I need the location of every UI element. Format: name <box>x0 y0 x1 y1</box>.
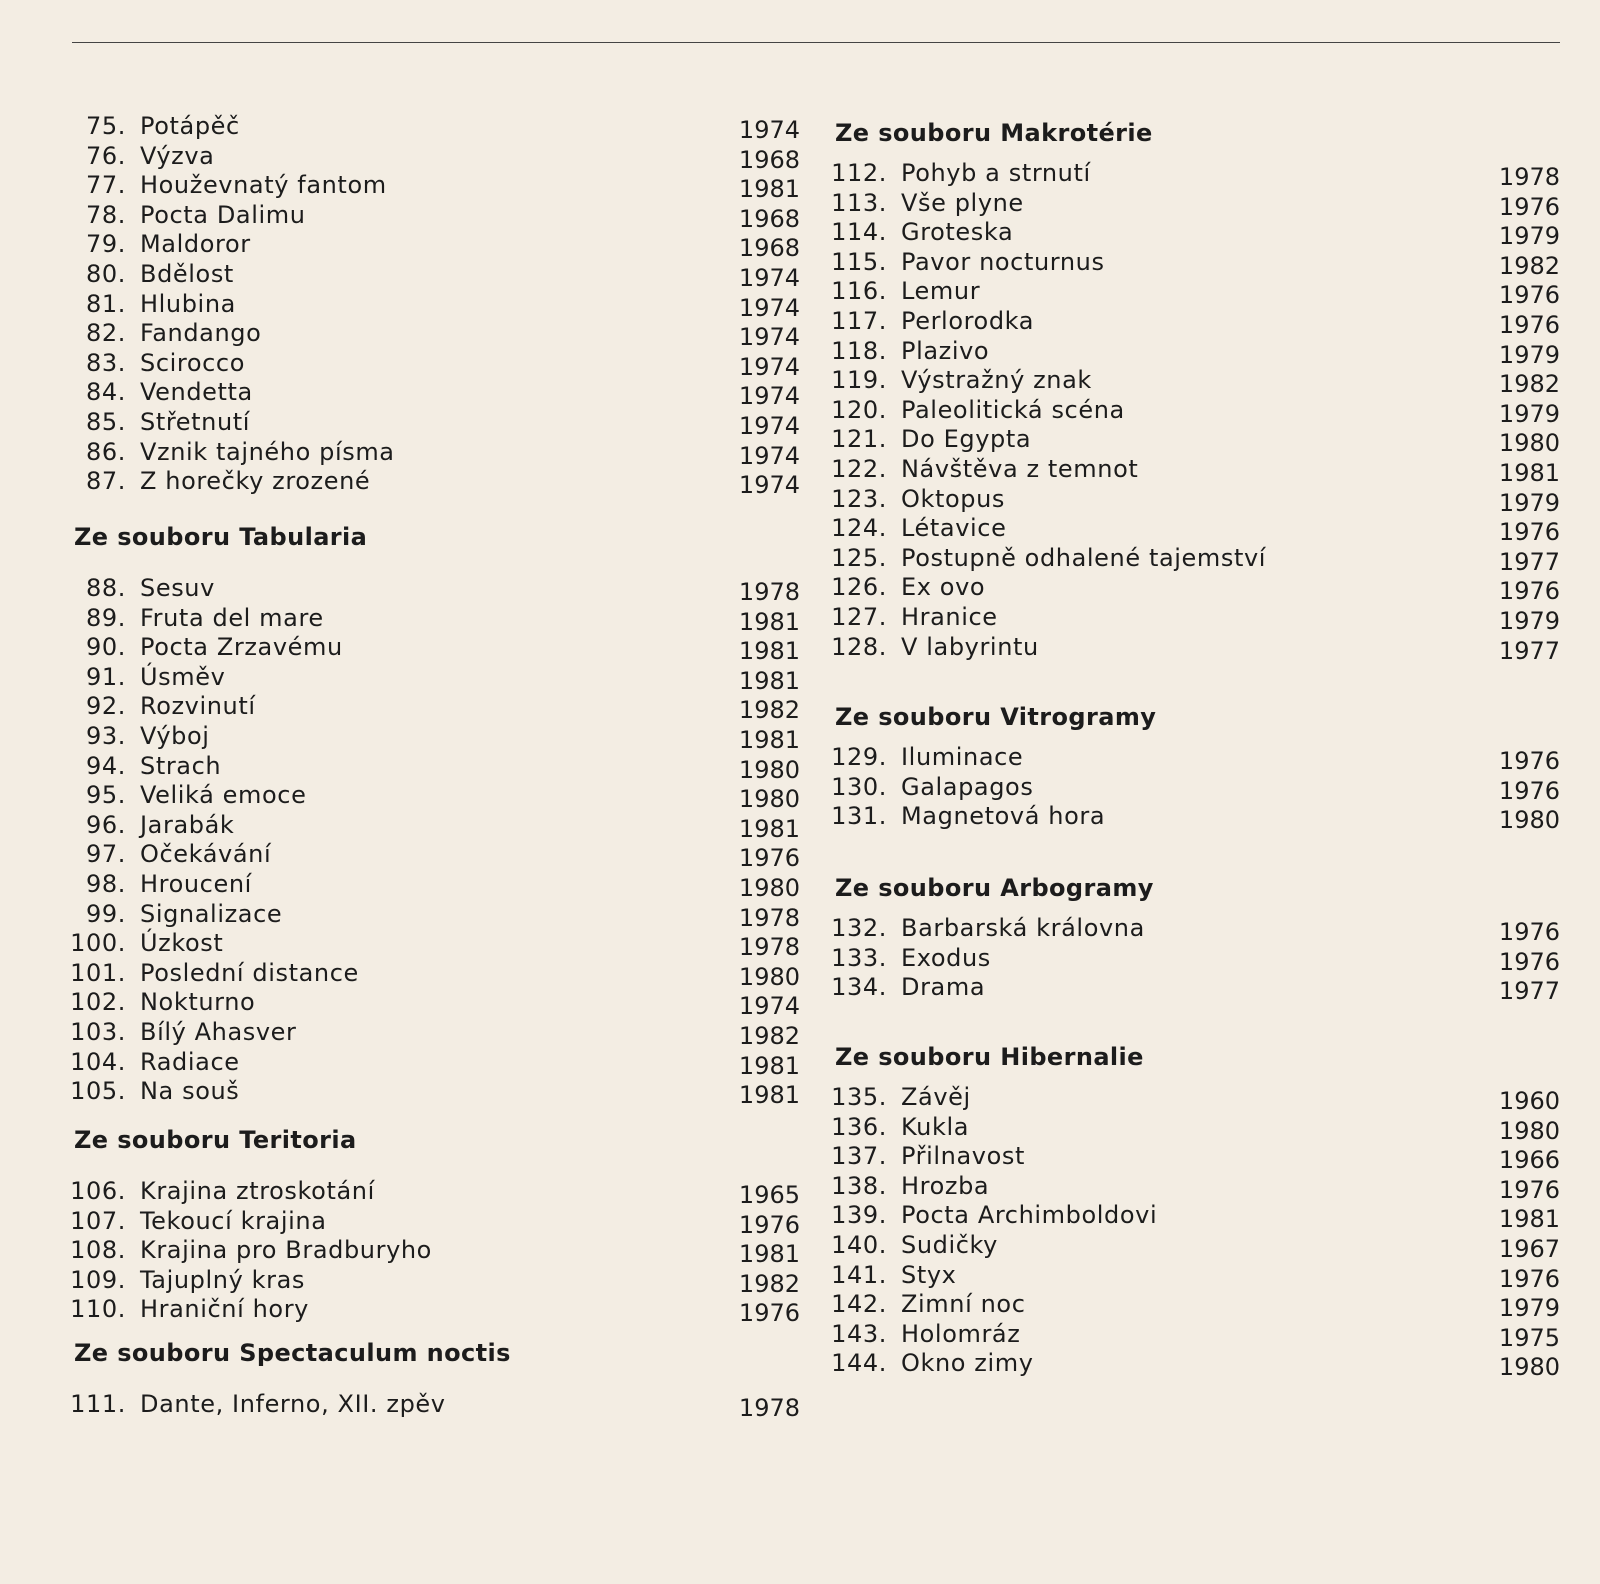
item-year: 1974 <box>738 471 800 500</box>
item-year: 1981 <box>738 1051 800 1080</box>
item-year: 1979 <box>1498 488 1560 517</box>
list-item <box>74 780 800 814</box>
item-number: 123. <box>831 484 887 513</box>
item-number: 144. <box>831 1349 887 1378</box>
list-item <box>74 839 800 873</box>
item-year: 1977 <box>1498 636 1560 665</box>
list-item <box>70 958 800 991</box>
item-year: 1981 <box>738 175 800 204</box>
item-year: 1974 <box>738 293 800 322</box>
item-number: 116. <box>831 277 887 306</box>
item-number: 86. <box>86 437 126 466</box>
item-number: 112. <box>831 159 887 187</box>
item-number: 84. <box>86 378 126 407</box>
item-number: 99. <box>86 899 126 928</box>
item-year: 1980 <box>1498 429 1560 458</box>
item-year: 1976 <box>738 1210 800 1239</box>
item-number: 76. <box>86 141 126 170</box>
list-item <box>831 1171 1560 1204</box>
item-title: Magnetová hora <box>901 802 1106 831</box>
list-item <box>70 1265 800 1298</box>
item-title: Strach <box>140 751 222 780</box>
item-title: Hranice <box>901 603 998 631</box>
item-number: 117. <box>831 307 887 335</box>
item-year: 1980 <box>738 874 800 902</box>
list-item <box>70 1235 800 1269</box>
section-heading-teritoria: Ze souboru Teritoria <box>74 1126 357 1154</box>
item-title: Hroucení <box>140 870 252 898</box>
item-title: Pocta Zrzavému <box>140 633 343 662</box>
item-number: 107. <box>70 1206 126 1235</box>
list-item <box>831 1141 1560 1175</box>
list-item <box>831 365 1560 399</box>
item-number: 102. <box>70 988 126 1017</box>
list-item <box>831 424 1560 458</box>
item-title: Radiace <box>140 1047 240 1076</box>
item-number: 142. <box>831 1290 887 1319</box>
item-year: 1976 <box>738 844 800 873</box>
item-title: Tekoucí krajina <box>140 1206 327 1235</box>
item-year: 1978 <box>1498 163 1560 191</box>
item-title: Vše plyne <box>901 188 1024 217</box>
list-item <box>74 111 800 144</box>
item-number: 97. <box>86 840 126 869</box>
item-title: Návštěva z temnot <box>901 455 1139 483</box>
item-year: 1968 <box>738 204 800 233</box>
list-item <box>831 1082 1560 1115</box>
item-title: Závěj <box>901 1083 971 1111</box>
list-item <box>74 466 800 500</box>
list-item <box>831 572 1560 606</box>
list-item <box>831 395 1560 428</box>
list-item <box>70 1294 800 1328</box>
item-number: 111. <box>70 1390 126 1418</box>
section-heading-vitrogramy: Ze souboru Vitrogramy <box>835 703 1157 731</box>
list-item <box>831 1200 1560 1234</box>
item-number: 129. <box>831 743 887 771</box>
list-item <box>831 188 1560 221</box>
list-item <box>70 1017 800 1050</box>
item-title: Přilnavost <box>901 1142 1025 1171</box>
item-title: Lemur <box>901 277 981 306</box>
item-year: 1979 <box>1498 222 1560 251</box>
item-year: 1981 <box>738 814 800 843</box>
item-year: 1980 <box>738 755 800 784</box>
list-item <box>74 141 800 174</box>
item-title: Bdělost <box>140 260 234 288</box>
item-title: Pavor nocturnus <box>901 247 1105 276</box>
item-number: 96. <box>86 810 126 839</box>
item-number: 140. <box>831 1231 887 1259</box>
item-number: 133. <box>831 943 887 972</box>
list-item <box>831 484 1560 517</box>
item-title: Úsměv <box>140 662 226 691</box>
list-item <box>74 603 800 636</box>
item-number: 82. <box>86 319 126 348</box>
item-title: Krajina ztroskotání <box>140 1177 375 1205</box>
item-number: 85. <box>86 408 126 436</box>
item-title: Styx <box>901 1260 957 1289</box>
item-year: 1979 <box>1498 1294 1560 1323</box>
item-number: 83. <box>86 348 126 377</box>
item-title: Holomráz <box>901 1319 1021 1348</box>
list-item <box>831 943 1560 976</box>
item-year: 1980 <box>738 962 800 991</box>
item-title: Výstražný znak <box>901 366 1092 395</box>
item-year: 1981 <box>738 637 800 666</box>
item-title: Hraniční hory <box>140 1295 309 1324</box>
section-heading-arbogramy: Ze souboru Arbogramy <box>835 874 1154 902</box>
item-year: 1979 <box>1498 399 1560 428</box>
item-title: Očekávání <box>140 840 272 869</box>
item-year: 1976 <box>1498 776 1560 805</box>
item-year: 1976 <box>1498 192 1560 221</box>
item-title: Hrozba <box>901 1171 990 1200</box>
list-item <box>74 662 800 695</box>
item-year: 1967 <box>1498 1235 1560 1263</box>
item-number: 94. <box>86 751 126 780</box>
item-title: Scirocco <box>140 348 245 377</box>
item-number: 77. <box>86 171 126 200</box>
item-title: Tajuplný kras <box>140 1265 305 1294</box>
item-title: Veliká emoce <box>140 781 307 810</box>
item-title: V labyrintu <box>901 632 1039 661</box>
item-number: 135. <box>831 1083 887 1111</box>
top-rule <box>72 42 1560 43</box>
item-year: 1980 <box>1498 1116 1560 1145</box>
item-year: 1981 <box>738 607 800 636</box>
list-item <box>831 632 1560 665</box>
item-title: Paleolitická scéna <box>901 395 1125 424</box>
list-item <box>74 573 800 606</box>
item-year: 1976 <box>1498 947 1560 976</box>
item-number: 79. <box>86 230 126 259</box>
list-item <box>831 1112 1560 1145</box>
item-year: 1982 <box>738 1022 800 1050</box>
item-title: Dante, Inferno, XII. zpěv <box>140 1390 446 1418</box>
item-number: 110. <box>70 1295 126 1324</box>
item-year: 1974 <box>738 323 800 352</box>
item-year: 1978 <box>738 1394 800 1422</box>
list-item <box>74 899 800 932</box>
item-year: 1982 <box>1498 251 1560 280</box>
item-title: Výboj <box>140 722 210 750</box>
item-title: Hlubina <box>140 289 236 318</box>
item-year: 1966 <box>1498 1146 1560 1175</box>
item-year: 1976 <box>1498 1175 1560 1204</box>
item-year: 1977 <box>1498 977 1560 1006</box>
section-heading-tabularia: Ze souboru Tabularia <box>74 523 368 551</box>
item-number: 126. <box>831 573 887 602</box>
item-number: 124. <box>831 514 887 543</box>
item-year: 1975 <box>1498 1323 1560 1352</box>
item-title: Jarabák <box>140 810 235 839</box>
list-item <box>831 454 1560 487</box>
section-heading-hibernalie: Ze souboru Hibernalie <box>835 1043 1144 1071</box>
item-number: 105. <box>70 1077 126 1106</box>
item-number: 122. <box>831 455 887 483</box>
item-title: Nokturno <box>140 988 256 1017</box>
list-item <box>74 377 800 411</box>
item-number: 109. <box>70 1265 126 1294</box>
item-year: 1976 <box>1498 577 1560 606</box>
item-number: 143. <box>831 1319 887 1348</box>
item-year: 1976 <box>1498 311 1560 339</box>
list-item <box>70 928 800 962</box>
item-year: 1974 <box>738 382 800 411</box>
item-number: 127. <box>831 603 887 631</box>
list-item <box>831 1348 1560 1382</box>
item-year: 1965 <box>738 1181 800 1209</box>
item-year: 1980 <box>1498 806 1560 835</box>
item-number: 101. <box>70 958 126 987</box>
item-year: 1976 <box>1498 1264 1560 1293</box>
item-year: 1981 <box>738 666 800 695</box>
item-number: 78. <box>86 200 126 229</box>
item-number: 121. <box>831 425 887 454</box>
item-number: 81. <box>86 289 126 318</box>
list-item <box>831 1260 1560 1293</box>
item-title: Pohyb a strnutí <box>901 159 1091 187</box>
item-title: Barbarská královna <box>901 914 1145 942</box>
item-year: 1982 <box>738 1269 800 1298</box>
item-title: Sesuv <box>140 574 215 602</box>
list-item <box>831 742 1560 775</box>
list-item <box>831 158 1560 191</box>
item-number: 98. <box>86 870 126 898</box>
item-title: Krajina pro Bradburyho <box>140 1236 432 1265</box>
item-number: 132. <box>831 914 887 942</box>
item-year: 1960 <box>1498 1087 1560 1115</box>
list-item <box>74 348 800 381</box>
item-number: 90. <box>86 633 126 662</box>
item-title: Plazivo <box>901 336 990 365</box>
list-item <box>74 170 800 204</box>
item-title: Na souš <box>140 1077 240 1106</box>
item-year: 1980 <box>1498 1353 1560 1382</box>
item-year: 1976 <box>738 1299 800 1328</box>
item-title: Z horečky zrozené <box>140 467 371 496</box>
item-title: Vendetta <box>140 378 253 407</box>
item-number: 120. <box>831 395 887 424</box>
item-number: 118. <box>831 336 887 365</box>
item-year: 1982 <box>738 696 800 725</box>
item-title: Okno zimy <box>901 1349 1034 1378</box>
list-item <box>831 1230 1560 1263</box>
item-number: 125. <box>831 543 887 572</box>
item-year: 1980 <box>738 785 800 814</box>
item-year: 1981 <box>1498 459 1560 487</box>
list-item <box>74 437 800 470</box>
list-item <box>74 869 800 902</box>
list-item <box>70 1206 800 1239</box>
list-item <box>831 602 1560 635</box>
item-number: 108. <box>70 1236 126 1265</box>
item-title: Do Egypta <box>901 425 1032 454</box>
item-year: 1974 <box>738 992 800 1021</box>
item-title: Postupně odhalené tajemství <box>901 543 1267 572</box>
item-year: 1974 <box>738 352 800 381</box>
list-item <box>831 306 1560 339</box>
item-title: Iluminace <box>901 743 1024 771</box>
item-title: Houževnatý fantom <box>140 171 387 200</box>
item-title: Kukla <box>901 1112 970 1141</box>
item-year: 1981 <box>738 1081 800 1110</box>
item-title: Oktopus <box>901 484 1006 513</box>
list-item <box>74 407 800 440</box>
item-title: Pocta Dalimu <box>140 200 306 229</box>
item-year: 1976 <box>1498 281 1560 310</box>
item-number: 106. <box>70 1177 126 1205</box>
list-item <box>831 772 1560 805</box>
item-year: 1976 <box>1498 918 1560 946</box>
list-item <box>831 336 1560 369</box>
item-year: 1979 <box>1498 340 1560 369</box>
item-number: 131. <box>831 802 887 831</box>
item-title: Galapagos <box>901 772 1034 801</box>
list-item <box>831 972 1560 1006</box>
item-title: Střetnutí <box>140 408 251 436</box>
list-item <box>70 1047 800 1080</box>
item-year: 1979 <box>1498 607 1560 635</box>
list-item <box>74 229 800 263</box>
item-title: Vznik tajného písma <box>140 437 395 466</box>
item-title: Fandango <box>140 319 262 348</box>
item-number: 89. <box>86 603 126 632</box>
list-item <box>831 1289 1560 1323</box>
list-item <box>831 913 1560 946</box>
item-number: 93. <box>86 722 126 750</box>
item-year: 1981 <box>738 726 800 754</box>
item-year: 1977 <box>1498 547 1560 576</box>
item-number: 88. <box>86 574 126 602</box>
item-number: 141. <box>831 1260 887 1289</box>
item-year: 1982 <box>1498 370 1560 399</box>
item-year: 1968 <box>738 234 800 263</box>
item-year: 1981 <box>1498 1205 1560 1234</box>
item-title: Poslední distance <box>140 958 359 987</box>
item-year: 1974 <box>738 441 800 470</box>
item-number: 115. <box>831 247 887 276</box>
item-title: Úzkost <box>140 929 224 958</box>
list-item <box>831 247 1560 280</box>
item-number: 91. <box>86 662 126 691</box>
item-number: 128. <box>831 632 887 661</box>
list-item <box>74 721 800 754</box>
item-year: 1978 <box>738 933 800 962</box>
item-year: 1978 <box>738 578 800 606</box>
item-number: 137. <box>831 1142 887 1171</box>
item-year: 1974 <box>738 264 800 292</box>
list-item <box>74 289 800 322</box>
list-item <box>74 691 800 725</box>
item-title: Fruta del mare <box>140 603 324 632</box>
item-title: Maldoror <box>140 230 251 259</box>
item-title: Zimní noc <box>901 1290 1026 1319</box>
item-number: 139. <box>831 1201 887 1230</box>
list-item <box>70 1076 800 1110</box>
item-year: 1976 <box>1498 518 1560 547</box>
list-item <box>831 276 1560 310</box>
item-number: 136. <box>831 1112 887 1141</box>
list-item <box>831 1319 1560 1352</box>
item-year: 1974 <box>738 116 800 144</box>
item-title: Drama <box>901 973 986 1002</box>
item-number: 75. <box>86 112 126 140</box>
item-year: 1974 <box>738 412 800 440</box>
list-item <box>74 318 800 352</box>
item-title: Ex ovo <box>901 573 986 602</box>
list-item <box>831 513 1560 547</box>
item-number: 95. <box>86 781 126 810</box>
item-number: 80. <box>86 260 126 288</box>
item-number: 138. <box>831 1171 887 1200</box>
item-number: 130. <box>831 772 887 801</box>
list-item <box>74 200 800 233</box>
item-title: Exodus <box>901 943 991 972</box>
item-year: 1981 <box>738 1240 800 1269</box>
item-title: Létavice <box>901 514 1007 543</box>
item-title: Potápěč <box>140 112 240 140</box>
item-number: 114. <box>831 218 887 247</box>
list-item <box>70 1176 800 1209</box>
item-title: Bílý Ahasver <box>140 1018 297 1046</box>
item-number: 113. <box>831 188 887 217</box>
list-item <box>74 259 800 292</box>
item-number: 92. <box>86 692 126 721</box>
item-number: 100. <box>70 929 126 958</box>
list-item <box>831 543 1560 576</box>
item-number: 87. <box>86 467 126 496</box>
list-item <box>831 801 1560 835</box>
list-item <box>74 810 800 843</box>
list-item <box>831 217 1560 251</box>
section-heading-makroterie: Ze souboru Makrotérie <box>835 119 1153 147</box>
item-number: 103. <box>70 1018 126 1046</box>
section-heading-spectaculum: Ze souboru Spectaculum noctis <box>74 1339 511 1367</box>
item-title: Rozvinutí <box>140 692 256 721</box>
list-item <box>70 1389 800 1422</box>
list-item <box>70 987 800 1021</box>
item-title: Signalizace <box>140 899 283 928</box>
item-number: 104. <box>70 1047 126 1076</box>
item-title: Sudičky <box>901 1231 998 1259</box>
item-number: 134. <box>831 973 887 1002</box>
list-item <box>74 751 800 784</box>
item-year: 1968 <box>738 145 800 174</box>
item-year: 1978 <box>738 903 800 932</box>
item-title: Perlorodka <box>901 307 1035 335</box>
item-number: 119. <box>831 366 887 395</box>
item-year: 1976 <box>1498 747 1560 775</box>
item-title: Groteska <box>901 218 1014 247</box>
item-title: Výzva <box>140 141 215 170</box>
list-item <box>74 632 800 666</box>
item-title: Pocta Archimboldovi <box>901 1201 1158 1230</box>
